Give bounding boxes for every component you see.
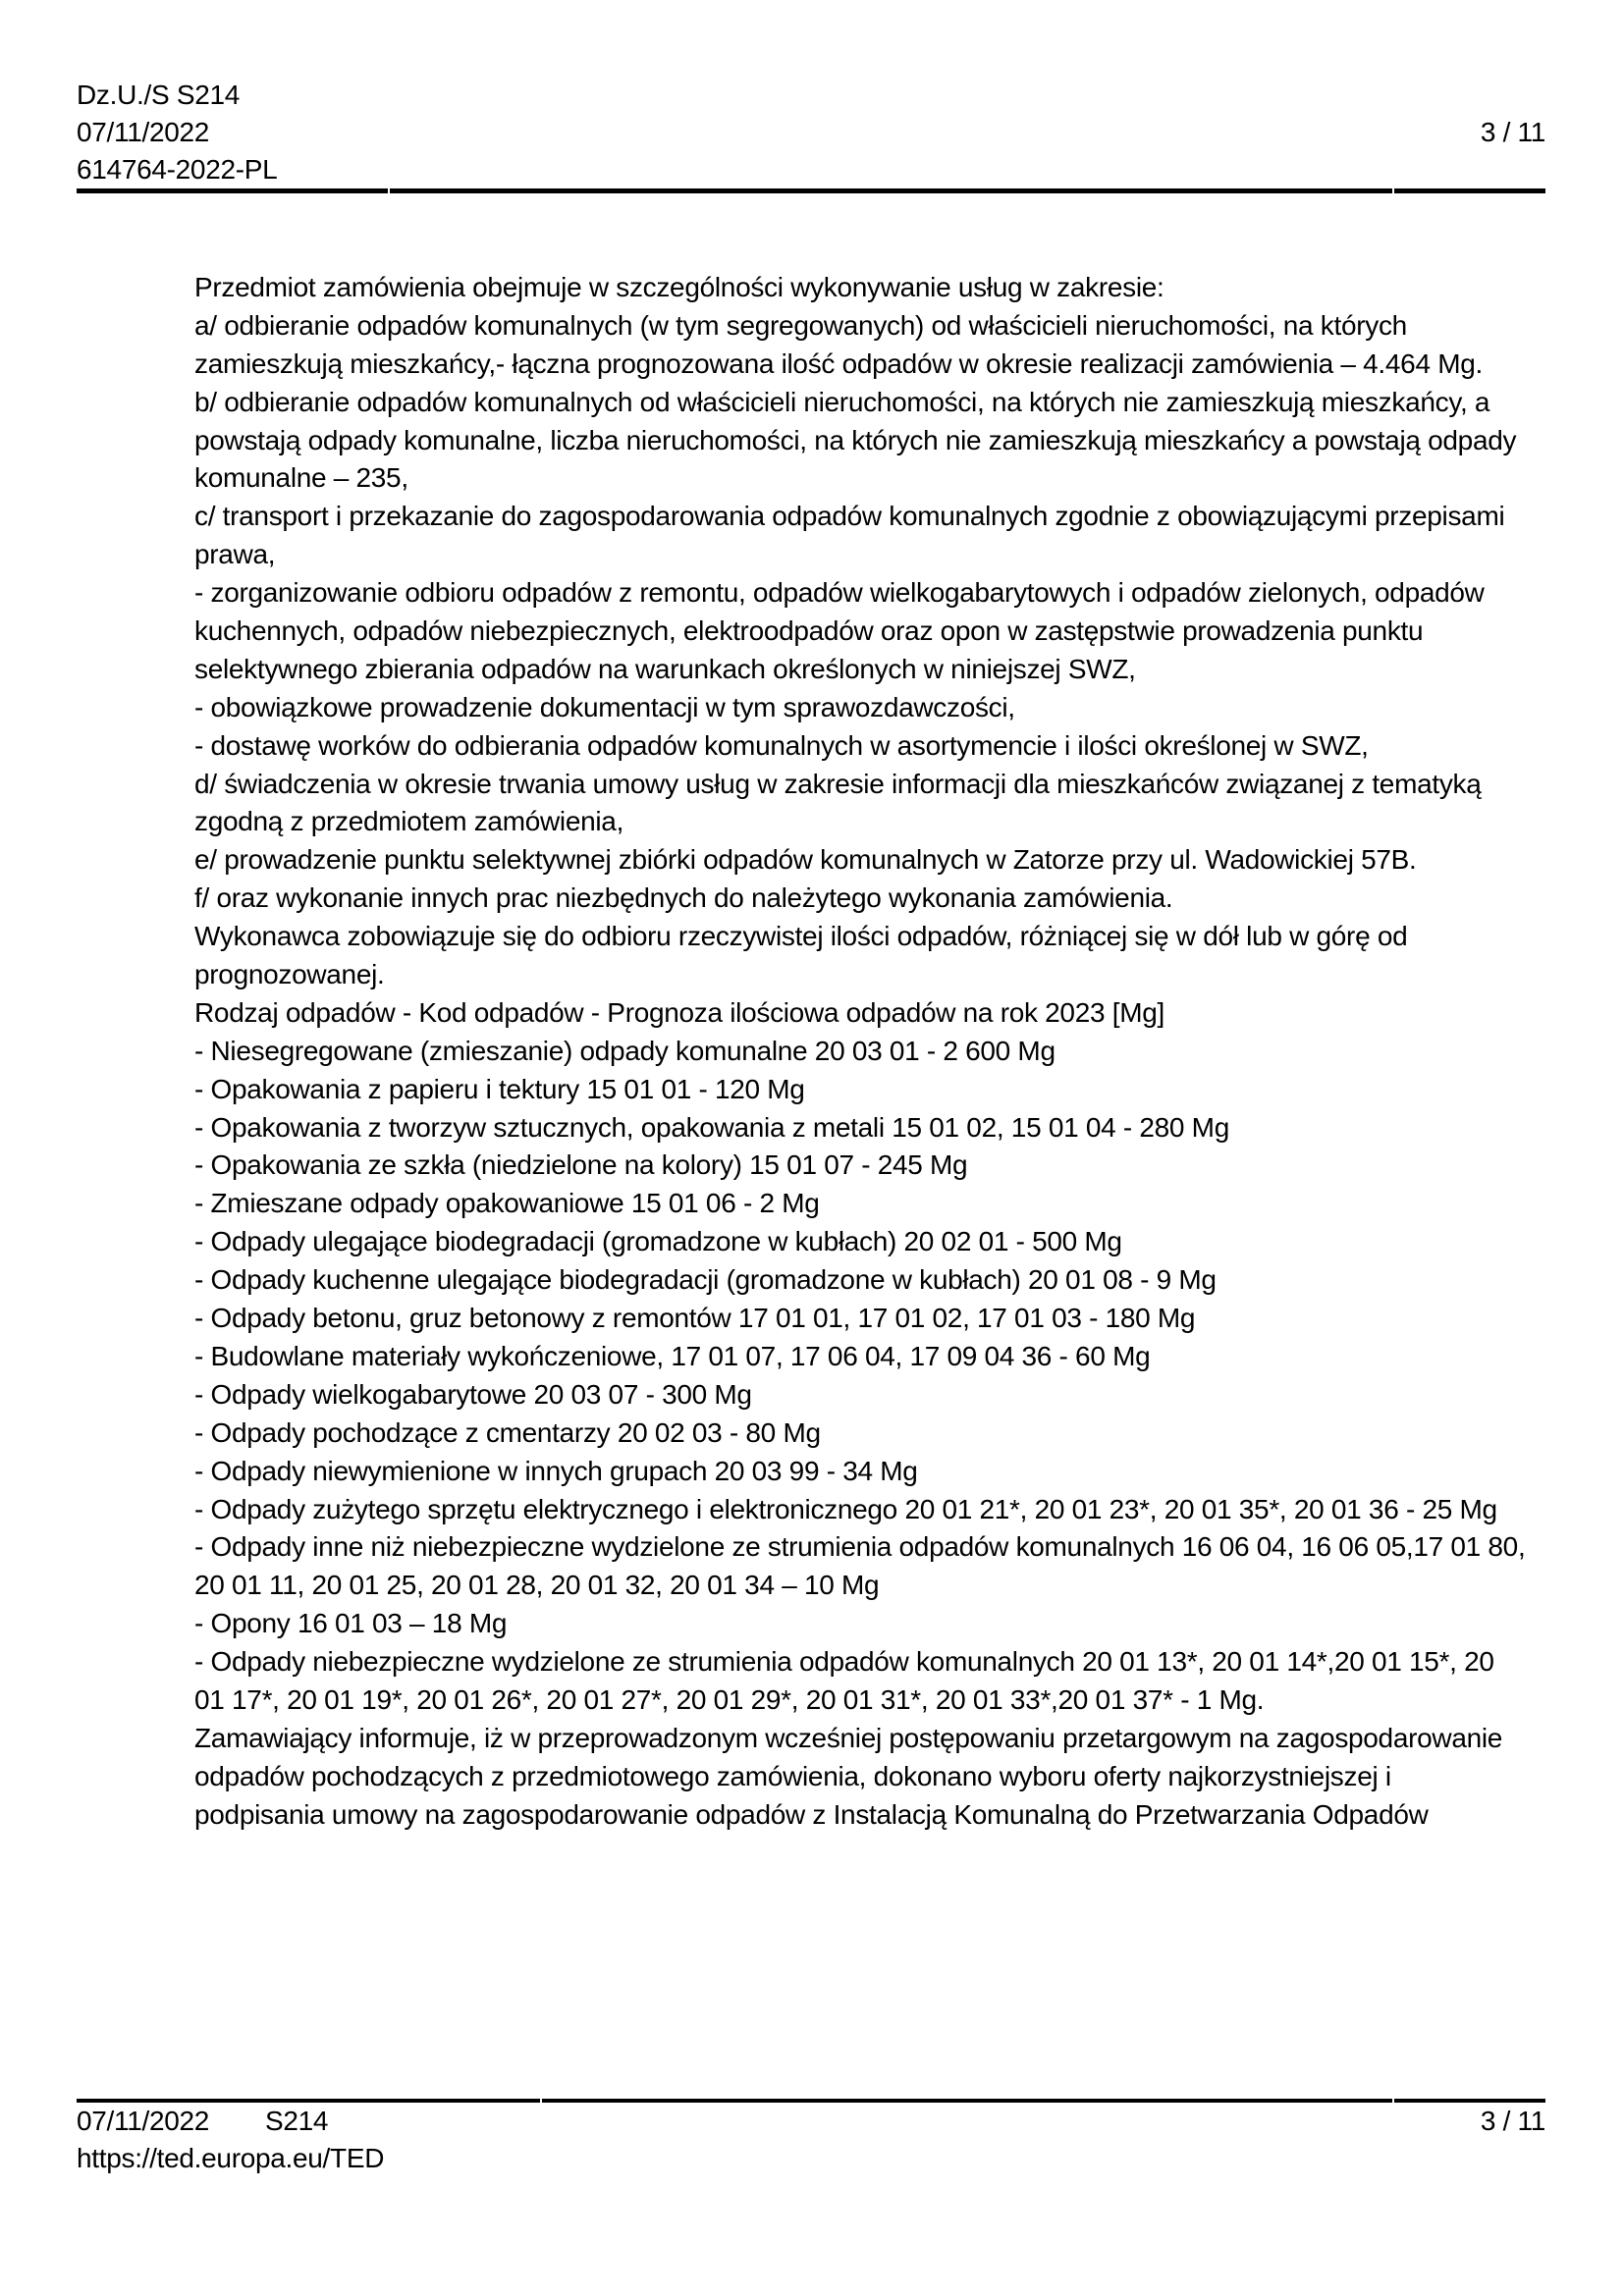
- body-text-line: prawa,: [194, 539, 276, 570]
- body-text-line: - Odpady pochodzące z cmentarzy 20 02 03 - 80 Mg: [194, 1416, 821, 1448]
- header-page-number: 3 / 11: [1480, 117, 1545, 147]
- body-text-line: - Opakowania ze szkła (niedzielone na kolory) 15 01 07 - 245 Mg: [194, 1149, 968, 1181]
- header-date: 07/11/2022: [77, 117, 210, 147]
- notice-body-text: [194, 269, 1547, 1835]
- body-text-line: - zorganizowanie odbioru odpadów z remontu, odpadów wielkogabarytowych i odpadów zielonych, odpadów: [194, 577, 1485, 609]
- document-id: 614764-2022-PL: [77, 154, 278, 185]
- body-text-line: - Odpady zużytego sprzętu elektrycznego i elektronicznego 20 01 21*, 20 01 23*, 20 01 35*, 20 01 36 - 25 Mg: [194, 1493, 1497, 1524]
- body-text-line: - Opakowania z papieru i tektury 15 01 01 - 120 Mg: [194, 1073, 805, 1104]
- journal-issue: Dz.U./S S214: [77, 80, 241, 110]
- body-text-line: Przedmiot zamówienia obejmuje w szczególności wykonywanie usług w zakresie:: [194, 272, 1164, 302]
- body-text-line: - Odpady ulegające biodegradacji (gromadzone w kubłach) 20 02 01 - 500 Mg: [194, 1226, 1122, 1257]
- header-divider-segment: [77, 188, 388, 193]
- body-text-line: komunalne – 235,: [194, 462, 408, 494]
- body-text-line: Wykonawca zobowiązuje się do odbioru rzeczywistej ilości odpadów, różniącej się w dół lub w górę od: [194, 921, 1408, 952]
- body-text-line: Rodzaj odpadów - Kod odpadów - Prognoza ilościowa odpadów na rok 2023 [Mg]: [194, 996, 1164, 1028]
- body-text-line: zamieszkują mieszkańcy,- łączna prognozowana ilość odpadów w okresie realizacji zamówienia – 4.464 Mg.: [194, 347, 1483, 379]
- footer-page-number: 3 / 11: [1480, 2106, 1545, 2136]
- body-text-line: - obowiązkowe prowadzenie dokumentacji w tym sprawozdawczości,: [194, 691, 1015, 722]
- footer-date: 07/11/2022: [77, 2106, 210, 2136]
- body-text-line: a/ odbieranie odpadów komunalnych (w tym segregowanych) od właścicieli nieruchomości, na których: [194, 309, 1407, 341]
- body-text-line: e/ prowadzenie punktu selektywnej zbiórki odpadów komunalnych w Zatorze przy ul. Wadowickiej 57B.: [194, 844, 1417, 876]
- body-text-line: f/ oraz wykonanie innych prac niezbędnych do należytego wykonania zamówienia.: [194, 882, 1173, 914]
- body-text-line: - Odpady inne niż niebezpieczne wydzielone ze strumienia odpadów komunalnych 16 06 04, 16 06 05,17 01 80,: [194, 1531, 1526, 1563]
- body-text-line: Zamawiający informuje, iż w przeprowadzonym wcześniej postępowaniu przetargowym na zagospodarowanie: [194, 1722, 1503, 1753]
- body-text-line: c/ transport i przekazanie do zagospodarowania odpadów komunalnych zgodnie z obowiązującymi przepisami: [194, 501, 1505, 532]
- body-text-line: d/ świadczenia w okresie trwania umowy usług w zakresie informacji dla mieszkańców związanej z tematyką: [194, 768, 1482, 799]
- body-text-line: powstają odpady komunalne, liczba nieruchomości, na których nie zamieszkują mieszkańcy a powstają odpady: [194, 424, 1517, 455]
- body-text-line: - Odpady niebezpieczne wydzielone ze strumienia odpadów komunalnych 20 01 13*, 20 01 14*,20 01 15*, 20: [194, 1646, 1494, 1678]
- body-text-line: prognozowanej.: [194, 959, 385, 990]
- body-text-line: - Zmieszane odpady opakowaniowe 15 01 06 - 2 Mg: [194, 1188, 820, 1219]
- body-text-line: podpisania umowy na zagospodarowanie odpadów z Instalacją Komunalną do Przetwarzania Odpadów: [194, 1798, 1429, 1830]
- header-divider-segment: [390, 188, 1392, 193]
- body-text-line: kuchennych, odpadów niebezpiecznych, elektroodpadów oraz opon w zastępstwie prowadzenia punktu: [194, 615, 1424, 647]
- body-text-line: 20 01 11, 20 01 25, 20 01 28, 20 01 32, 20 01 34 – 10 Mg: [194, 1570, 880, 1601]
- header-divider: [77, 188, 1545, 193]
- body-text-line: 01 17*, 20 01 19*, 20 01 26*, 20 01 27*, 20 01 29*, 20 01 31*, 20 01 33*,20 01 37* - 1 Mg.: [194, 1683, 1265, 1715]
- body-text-line: - Niesegregowane (zmieszanie) odpady komunalne 20 03 01 - 2 600 Mg: [194, 1035, 1056, 1066]
- footer-series: S214: [265, 2106, 329, 2136]
- footer-meta-row: [77, 2103, 1545, 2140]
- body-text-line: odpadów pochodzących z przedmiotowego zamówienia, dokonano wyboru oferty najkorzystniejszej i: [194, 1760, 1391, 1791]
- body-text-line: - Odpady kuchenne ulegające biodegradacji (gromadzone w kubłach) 20 01 08 - 9 Mg: [194, 1264, 1217, 1296]
- header-date-row: [77, 114, 1545, 151]
- body-text-line: - dostawę worków do odbierania odpadów komunalnych w asortymencie i ilości określonej w SWZ,: [194, 729, 1369, 761]
- body-text-line: - Odpady betonu, gruz betonowy z remontów 17 01 01, 17 01 02, 17 01 03 - 180 Mg: [194, 1303, 1196, 1334]
- footer-url: https://ted.europa.eu/TED: [77, 2143, 385, 2173]
- body-text-line: - Odpady wielkogabarytowe 20 03 07 - 300 Mg: [194, 1378, 752, 1410]
- header-divider-segment: [1394, 188, 1545, 193]
- body-text-line: b/ odbieranie odpadów komunalnych od właścicieli nieruchomości, na których nie zamieszkują mieszkańcy, a: [194, 386, 1490, 417]
- page-header: [77, 77, 1545, 188]
- page-footer: [77, 2103, 1545, 2177]
- body-text-line: selektywnego zbierania odpadów na warunkach określonych w niniejszej SWZ,: [194, 653, 1136, 684]
- body-text-line: - Opakowania z tworzyw sztucznych, opakowania z metali 15 01 02, 15 01 04 - 280 Mg: [194, 1111, 1229, 1143]
- body-text-line: - Odpady niewymienione w innych grupach 20 03 99 - 34 Mg: [194, 1455, 918, 1486]
- body-text-line: - Opony 16 01 03 – 18 Mg: [194, 1608, 508, 1639]
- body-text-line: - Budowlane materiały wykończeniowe, 17 01 07, 17 06 04, 17 09 04 36 - 60 Mg: [194, 1340, 1151, 1371]
- body-text-line: zgodną z przedmiotem zamówienia,: [194, 806, 624, 837]
